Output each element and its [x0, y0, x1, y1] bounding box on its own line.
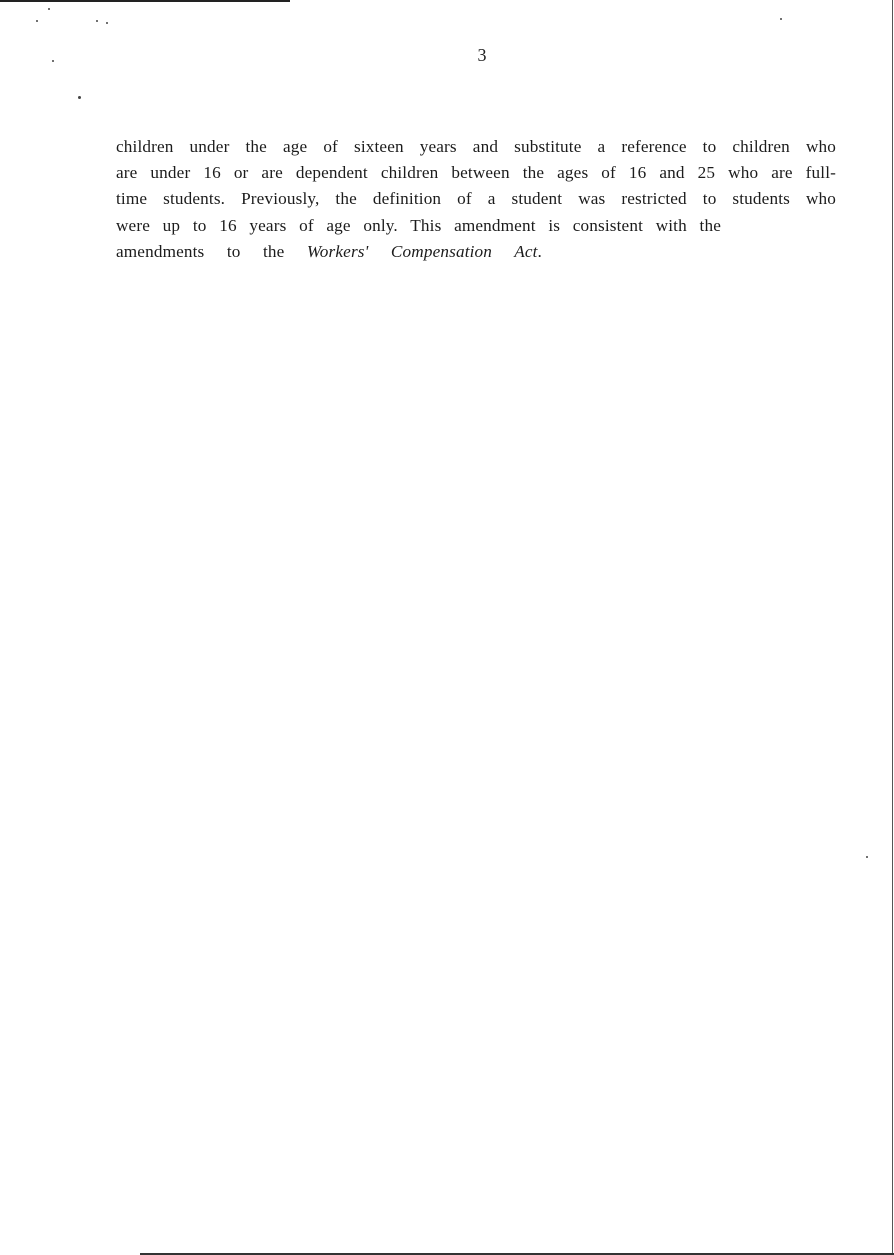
paragraph-text: .: [537, 241, 542, 261]
paragraph-text: amendments to the: [116, 241, 285, 261]
body-paragraph: [116, 134, 836, 265]
paragraph-line-last: [116, 239, 542, 265]
paragraph-line: children under the age of sixteen years and substitute a reference to children who: [116, 137, 836, 156]
paragraph-line: were up to 16 years of age only. This amendment is consistent with the: [116, 215, 721, 235]
scan-speck: [780, 18, 782, 20]
paragraph-line: time students. Previously, the definition of a student was restricted to students who: [116, 189, 836, 209]
scan-speck: [866, 856, 868, 858]
scan-speck: [96, 20, 98, 22]
page-number: 3: [477, 45, 487, 65]
scan-speck: [106, 22, 108, 24]
act-title: Workers' Compensation Act: [306, 241, 538, 261]
paragraph-line: are under 16 or are dependent children between the ages of 16 and 25 who are full-: [116, 163, 836, 183]
scan-speck: [36, 20, 38, 22]
scan-speck: [78, 96, 81, 99]
scan-edge-top: [0, 0, 290, 2]
scan-speck: [48, 8, 50, 10]
scan-edge-right: [892, 0, 893, 1255]
